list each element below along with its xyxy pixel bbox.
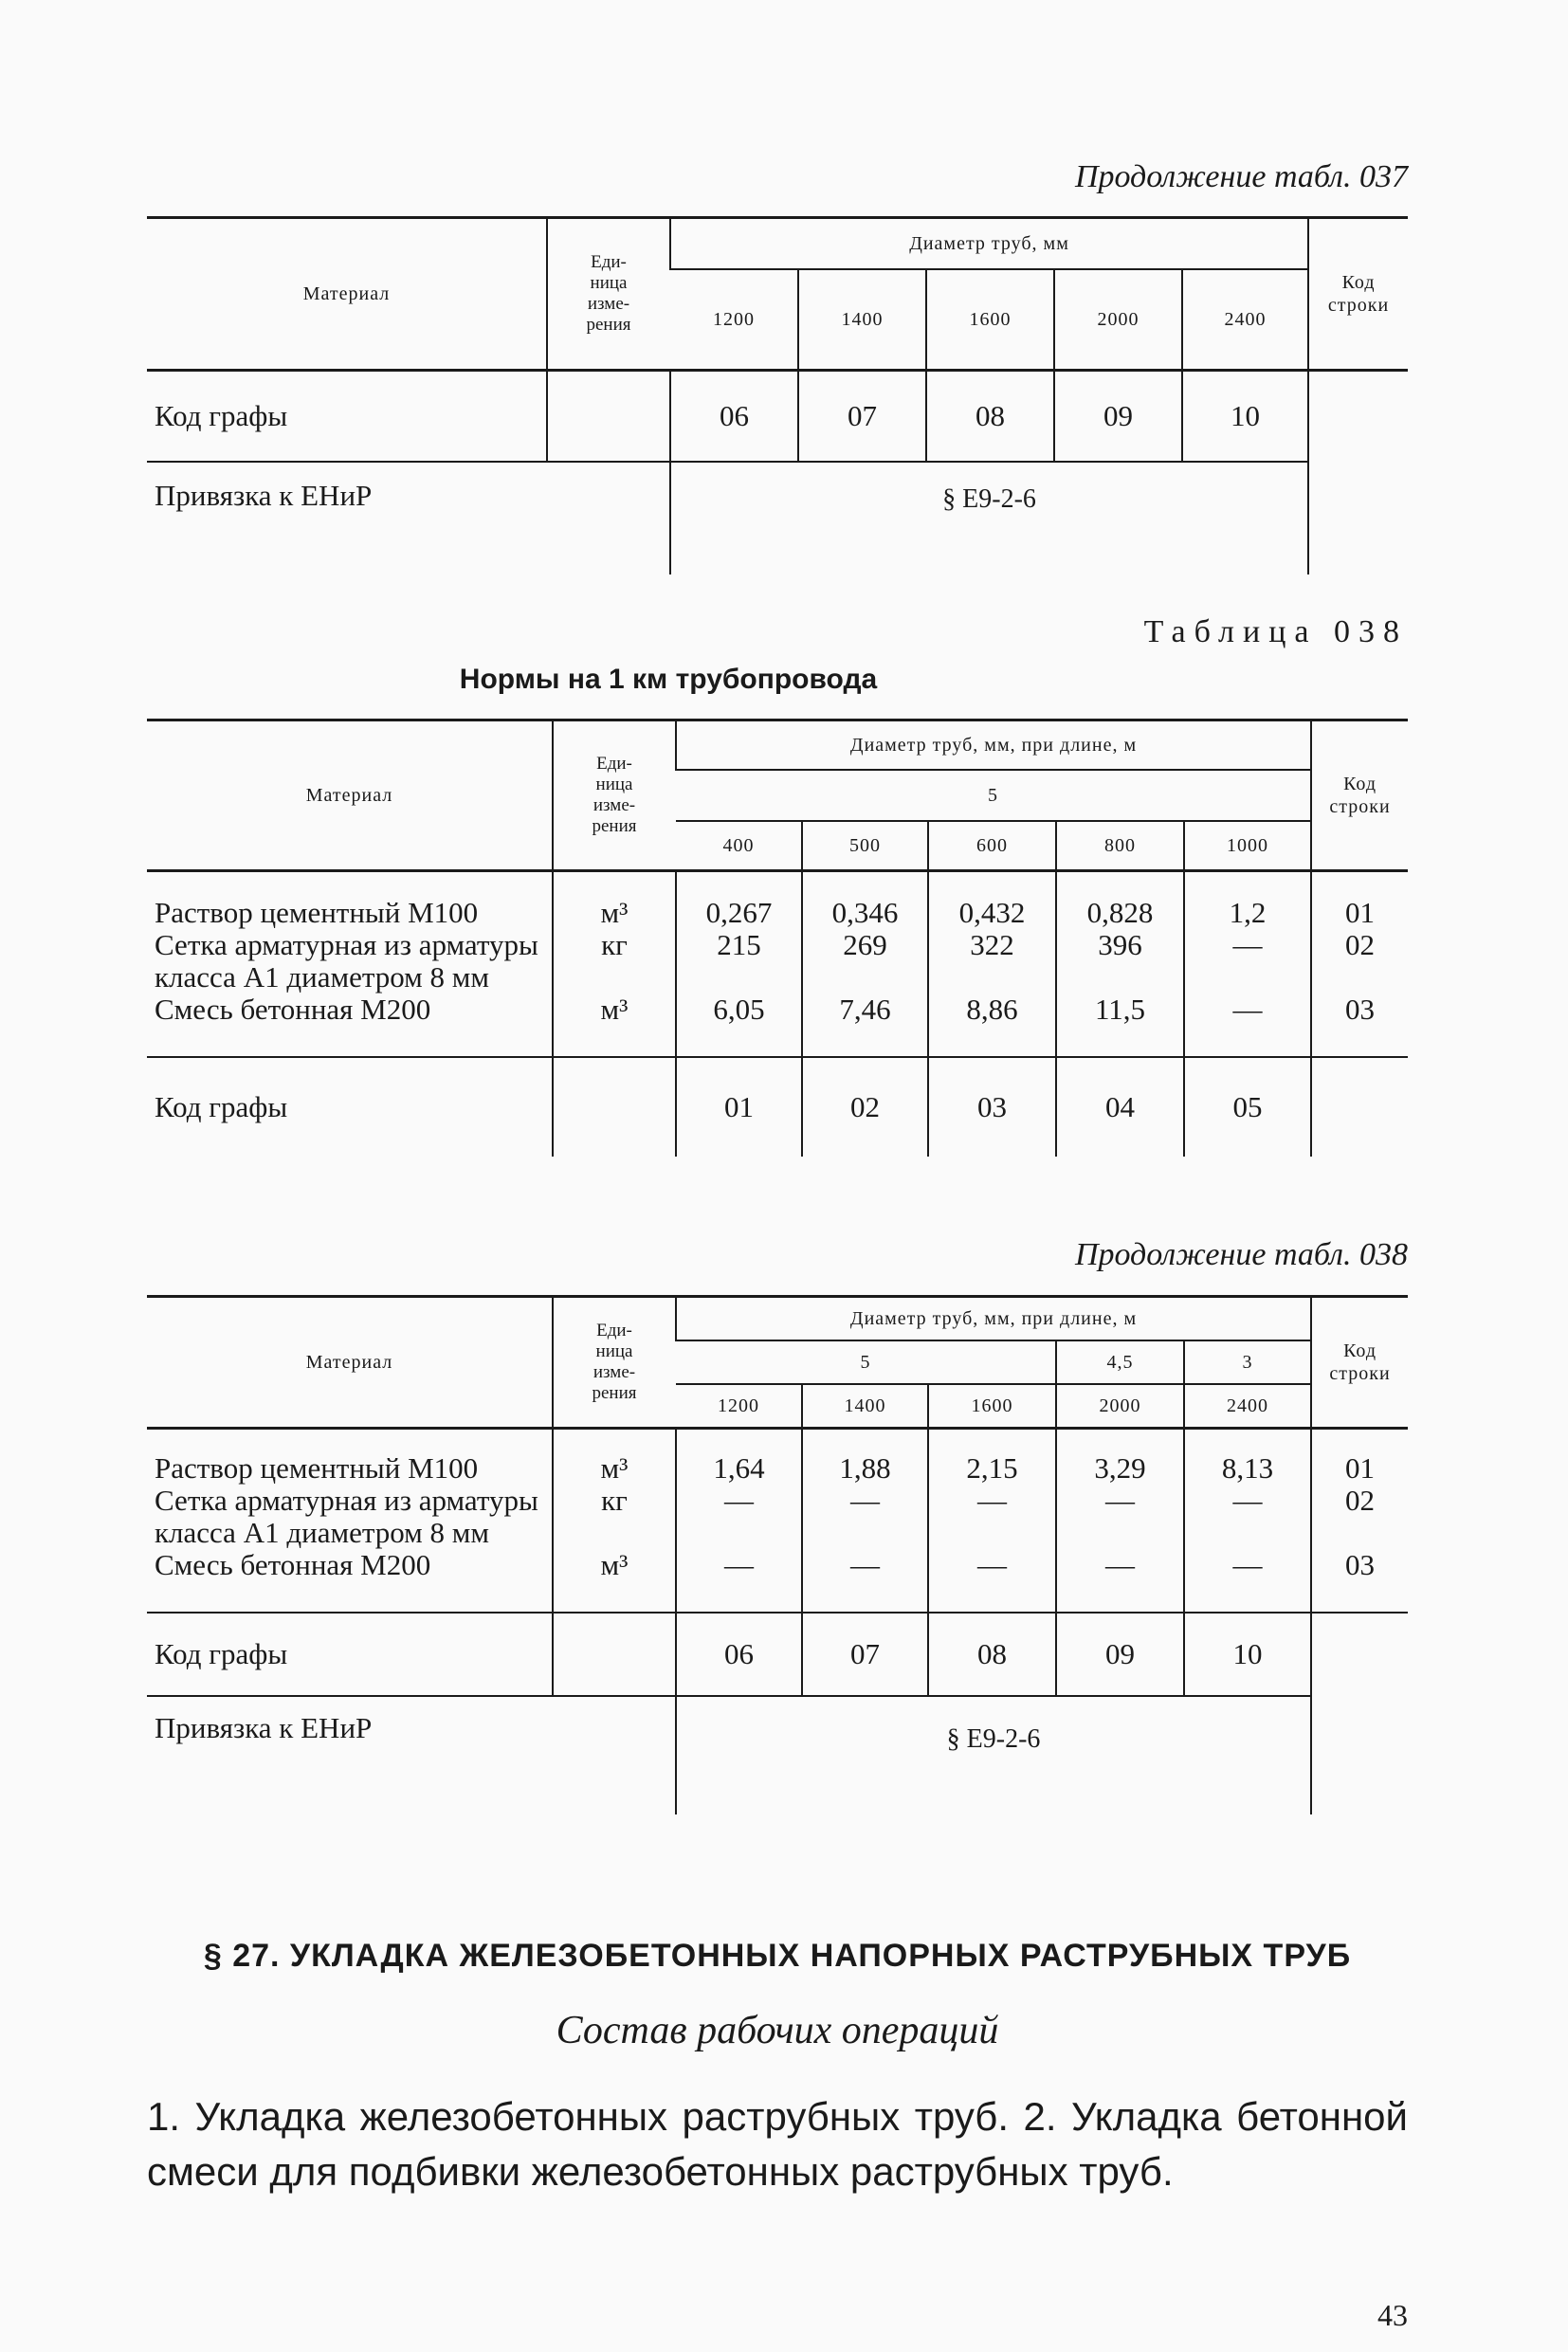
value: 1,2 — [1184, 871, 1311, 930]
header-unit: Еди- ница изме- рения — [547, 218, 670, 371]
row-code: 01 — [1311, 1429, 1408, 1486]
diameter-col: 1000 — [1184, 821, 1311, 871]
unit: м³ — [553, 994, 676, 1057]
column-code: 07 — [802, 1613, 928, 1696]
value: — — [928, 1549, 1056, 1613]
column-code: 08 — [928, 1613, 1056, 1696]
table-038-title: Нормы на 1 км трубопровода — [459, 664, 878, 695]
header-diameter: Диаметр труб, мм, при длине, м — [676, 720, 1311, 771]
column-code: 02 — [802, 1057, 928, 1157]
unit: кг — [553, 1485, 676, 1549]
header-unit: Еди- ница изме- рения — [553, 1297, 676, 1429]
unit: м³ — [553, 1429, 676, 1486]
table-038-continuation — [147, 1295, 1408, 1814]
table-038-continuation-caption: Продолжение табл. 038 — [1074, 1237, 1408, 1272]
value: 6,05 — [676, 994, 802, 1057]
column-code: 09 — [1056, 1613, 1184, 1696]
empty-cell — [1308, 462, 1408, 574]
ref-value: § Е9-2-6 — [676, 1696, 1311, 1814]
value: — — [676, 1549, 802, 1613]
header-length: 3 — [1184, 1340, 1311, 1384]
header-code: Код строки — [1311, 720, 1408, 871]
table-row — [147, 871, 1408, 930]
row-code: 02 — [1311, 1485, 1408, 1549]
empty-cell — [553, 1057, 676, 1157]
material-name: Раствор цементный М100 — [155, 896, 479, 929]
value: — — [1184, 1549, 1311, 1613]
value: 8,13 — [1184, 1429, 1311, 1486]
table-row — [147, 1549, 1408, 1613]
value: — — [676, 1485, 802, 1549]
value: 1,64 — [676, 1429, 802, 1486]
material-name: Смесь бетонная М200 — [147, 994, 553, 1057]
unit: м³ — [553, 871, 676, 930]
diameter-col: 1600 — [928, 1384, 1056, 1429]
empty-cell — [1311, 1057, 1408, 1157]
value: 0,267 — [676, 871, 802, 930]
table-037-caption: Продолжение табл. 037 — [1074, 159, 1408, 194]
row-code: 03 — [1311, 1549, 1408, 1613]
column-code: 06 — [670, 371, 798, 463]
code-row-label: Код графы — [147, 371, 547, 463]
row-code: 02 — [1311, 929, 1408, 994]
document-page — [147, 0, 1408, 2352]
column-code: 01 — [676, 1057, 802, 1157]
diameter-col: 1400 — [798, 269, 926, 371]
value: 3,29 — [1056, 1429, 1184, 1486]
value: 8,86 — [928, 994, 1056, 1057]
column-code: 07 — [798, 371, 926, 463]
value: 2,15 — [928, 1429, 1056, 1486]
material-name: Раствор цементный М100 — [155, 1451, 479, 1485]
table-row — [147, 1485, 1408, 1549]
value: — — [802, 1549, 928, 1613]
header-unit: Еди- ница изме- рения — [553, 720, 676, 871]
header-material: Материал — [147, 218, 547, 371]
value: 0,828 — [1056, 871, 1184, 930]
table-037-continuation — [147, 216, 1408, 574]
table-row — [147, 1429, 1408, 1486]
empty-cell — [553, 1613, 676, 1696]
ref-label: Привязка к ЕНиР — [155, 1711, 373, 1744]
header-material: Материал — [147, 1297, 553, 1429]
diameter-col: 1400 — [802, 1384, 928, 1429]
value: — — [1184, 994, 1311, 1057]
value: — — [928, 1485, 1056, 1549]
diameter-col: 1200 — [670, 269, 798, 371]
header-length: 4,5 — [1056, 1340, 1184, 1384]
header-diameter: Диаметр труб, мм — [670, 218, 1308, 270]
diameter-col: 2000 — [1056, 1384, 1184, 1429]
value: — — [802, 1485, 928, 1549]
unit: кг — [553, 929, 676, 994]
table-038 — [147, 719, 1408, 1157]
header-length: 5 — [676, 1340, 1056, 1384]
value: 7,46 — [802, 994, 928, 1057]
empty-cell — [1308, 371, 1408, 463]
page-number: 43 — [1377, 2298, 1408, 2332]
header-code: Код строки — [1308, 218, 1408, 371]
value: — — [1184, 929, 1311, 994]
value: — — [1184, 1485, 1311, 1549]
diameter-col: 600 — [928, 821, 1056, 871]
ref-value: § Е9-2-6 — [670, 462, 1308, 574]
diameter-col: 2400 — [1184, 1384, 1311, 1429]
column-code: 09 — [1054, 371, 1182, 463]
value: 396 — [1056, 929, 1184, 994]
header-diameter: Диаметр труб, мм, при длине, м — [676, 1297, 1311, 1341]
diameter-col: 2000 — [1054, 269, 1182, 371]
row-code: 03 — [1311, 994, 1408, 1057]
column-code: 05 — [1184, 1057, 1311, 1157]
diameter-col: 800 — [1056, 821, 1184, 871]
diameter-col: 2400 — [1182, 269, 1308, 371]
section-subheading: Состав рабочих операций — [556, 2009, 999, 2052]
column-code: 10 — [1184, 1613, 1311, 1696]
value: 0,432 — [928, 871, 1056, 930]
column-code: 04 — [1056, 1057, 1184, 1157]
column-code: 03 — [928, 1057, 1056, 1157]
code-row-label: Код графы — [147, 1613, 553, 1696]
empty-cell — [1311, 1696, 1408, 1814]
table-row — [147, 929, 1408, 994]
empty-cell — [1311, 1613, 1408, 1696]
value: — — [1056, 1485, 1184, 1549]
material-name: Сетка арматурная из арматуры класса А1 диаметром 8 мм — [155, 1484, 538, 1549]
material-name: Смесь бетонная М200 — [147, 1549, 553, 1613]
code-row-label: Код графы — [155, 1090, 288, 1123]
section-heading: § 27. УКЛАДКА ЖЕЛЕЗОБЕТОННЫХ НАПОРНЫХ РАСТРУБНЫХ ТРУБ — [203, 1938, 1352, 1974]
header-material: Материал — [147, 720, 553, 871]
diameter-col: 500 — [802, 821, 928, 871]
value: 322 — [928, 929, 1056, 994]
header-code: Код строки — [1311, 1297, 1408, 1429]
table-038-caption: Таблица 038 — [1143, 614, 1408, 649]
value: 11,5 — [1056, 994, 1184, 1057]
value: 0,346 — [802, 871, 928, 930]
value: 269 — [802, 929, 928, 994]
empty-cell — [547, 371, 670, 463]
section-body: 1. Укладка железобетонных раструбных труб. 2. Укладка бетонной смеси для подбивки железобетонных раструбных труб. — [147, 2094, 1408, 2194]
value: 215 — [676, 929, 802, 994]
material-name: Сетка арматурная из арматуры класса А1 диаметром 8 мм — [155, 928, 538, 994]
header-length: 5 — [676, 770, 1311, 821]
unit: м³ — [553, 1549, 676, 1613]
value: — — [1056, 1549, 1184, 1613]
column-code: 06 — [676, 1613, 802, 1696]
diameter-col: 400 — [676, 821, 802, 871]
ref-label: Привязка к ЕНиР — [155, 479, 373, 512]
column-code: 08 — [926, 371, 1054, 463]
diameter-col: 1200 — [676, 1384, 802, 1429]
value: 1,88 — [802, 1429, 928, 1486]
column-code: 10 — [1182, 371, 1308, 463]
row-code: 01 — [1311, 871, 1408, 930]
table-row — [147, 994, 1408, 1057]
diameter-col: 1600 — [926, 269, 1054, 371]
